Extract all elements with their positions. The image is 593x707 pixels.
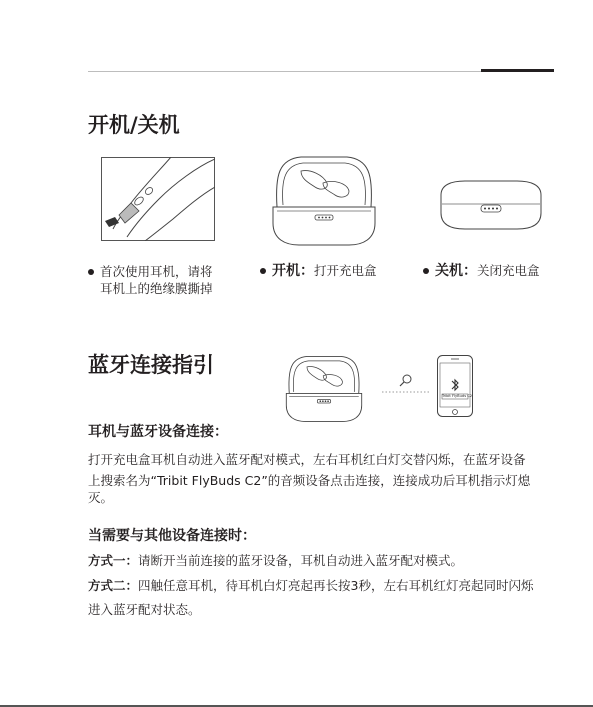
- method2-line2: 进入蓝牙配对状态。: [88, 602, 201, 617]
- connect-paragraph-line1: 打开充电盒耳机自动进入蓝牙配对模式，左右耳机红白灯交替闪烁，在蓝牙设备: [88, 452, 526, 467]
- method1-text: 请断开当前连接的蓝牙设备，耳机自动进入蓝牙配对模式。: [138, 553, 464, 568]
- case-closed-illustration: [439, 179, 543, 231]
- bullet-power-on: [260, 262, 377, 280]
- earbud-film-illustration: [101, 157, 215, 241]
- bullet-remove-film-line2: 耳机上的绝缘膜撕掉: [100, 281, 213, 296]
- case-open-small-illustration: [283, 355, 365, 423]
- other-device-heading: 当需要与其他设备连接时：: [88, 528, 256, 544]
- bullet-remove-film-line1: 首次使用耳机，请将: [100, 264, 213, 279]
- bullet-dot: [423, 268, 429, 274]
- method2-text: 四触任意耳机，待耳机白灯亮起再长按3秒，左右耳机红灯亮起同时闪烁: [138, 578, 534, 593]
- bullet-dot: [260, 268, 266, 274]
- bullet-dot: [88, 269, 94, 275]
- case-open-illustration: [271, 155, 377, 247]
- bluetooth-icon: [447, 377, 463, 393]
- connect-heading: 耳机与蓝牙设备连接：: [88, 424, 228, 440]
- search-icon: [382, 372, 432, 396]
- bluetooth-section-title: 蓝牙连接指引: [88, 353, 214, 377]
- method1-label: 方式一：: [88, 553, 139, 568]
- power-on-label: 开机：: [272, 263, 314, 279]
- method2-label: 方式二：: [88, 578, 139, 593]
- connect-paragraph-line2: 上搜索名为“Tribit FlyBuds C2”的音频设备点击连接，连接成功后耳机指示灯熄: [88, 473, 531, 488]
- power-off-label: 关机：: [435, 263, 477, 279]
- bullet-remove-film: [88, 263, 213, 280]
- power-off-text: 关闭充电盒: [477, 263, 540, 278]
- phone-screen-device-name: Tribit FlyBuds C2: [442, 394, 473, 398]
- bullet-power-off: [423, 262, 540, 280]
- power-section-title: 开机/关机: [88, 113, 180, 137]
- power-on-text: 打开充电盒: [314, 263, 377, 278]
- header-rule-accent: [481, 69, 554, 72]
- connect-paragraph-line3: 灭。: [88, 490, 114, 505]
- method2: [88, 576, 533, 595]
- method1: [88, 551, 463, 570]
